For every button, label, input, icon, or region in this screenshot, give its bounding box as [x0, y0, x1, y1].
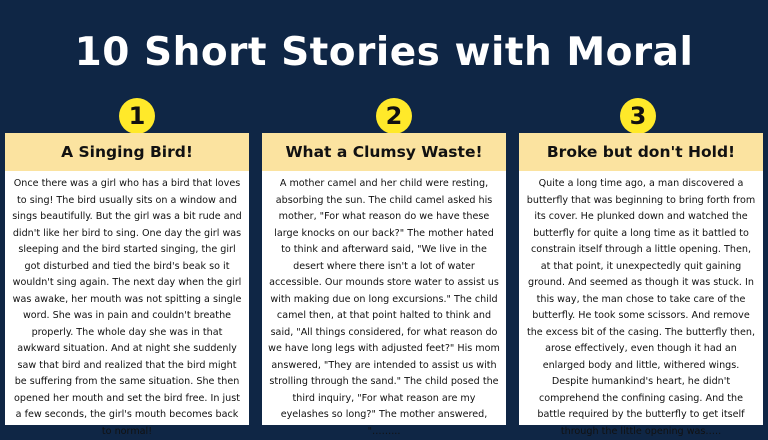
story-number-badge-2: 2 [376, 98, 412, 134]
story-heading-1: A Singing Bird! [5, 133, 249, 171]
story-heading-3: Broke but don't Hold! [519, 133, 763, 171]
story-text-3: Quite a long time ago, a man discovered a butterfly that was beginning to bring forth from its cover. He plunked down and watched the butterfly for quite a long time as it battled to constrain itself through a little opening. Then, at that point, it unexpectedly quit gaining ground. And seemed as though it was stuck. In this way, the man chose to take care of the butterfly. He took some scissors. And remove the excess bit of the casing. The butterfly then, arose effectively, even though it had an enlarged body and little, withered wings. Despite humankind's heart, he didn't comprehend the confining casing. And the battle required by the butterfly to get itself through the little opening was….. [526, 178, 756, 437]
story-number-badge-3: 3 [620, 98, 656, 134]
story-text-1: Once there was a girl who has a bird that loves to sing! The bird usually sits on a window and sings beautifully. But the girl was a bit rude and didn't like her bird to sing. One day the girl was sleeping and the bird started singing, the girl got disturbed and tied the bird's beak so it wouldn't sing again. The next day when the girl was awake, her mouth was not spitting a single word. She was in pain and couldn't breathe properly. The whole day she was in that awkward situation. And at night she suddenly saw that bird and realized that the bird might be suffering from the same situation. She then opened her mouth and set the bird free. In just a few seconds, the girl's mouth becomes back to normal! [12, 178, 242, 437]
story-text-2: A mother camel and her child were resting, absorbing the sun. The child camel asked his mother, "For what reason do we have these large knocks on our back?" The mother hated to think and afterward said, "We live in the desert where there isn't a lot of water accessible. Our mounds store water to assist us with making due on long excursions." The child camel then, at that point halted to think and said, "All things considered, for what reason do we have long legs with adjusted feet?" His mom answered, "They are intended to assist us with strolling through the sand." The child posed the third inquiry, "For what reason are my eyelashes so long?" The mother answered, "……... [268, 178, 500, 437]
story-card-2 [262, 133, 506, 437]
story-heading-2: What a Clumsy Waste! [262, 133, 506, 171]
page-title: 10 Short Stories with Moral [74, 30, 694, 75]
story-card-3 [519, 133, 763, 437]
story-number-badge-1: 1 [119, 98, 155, 134]
story-card-1 [5, 133, 249, 437]
